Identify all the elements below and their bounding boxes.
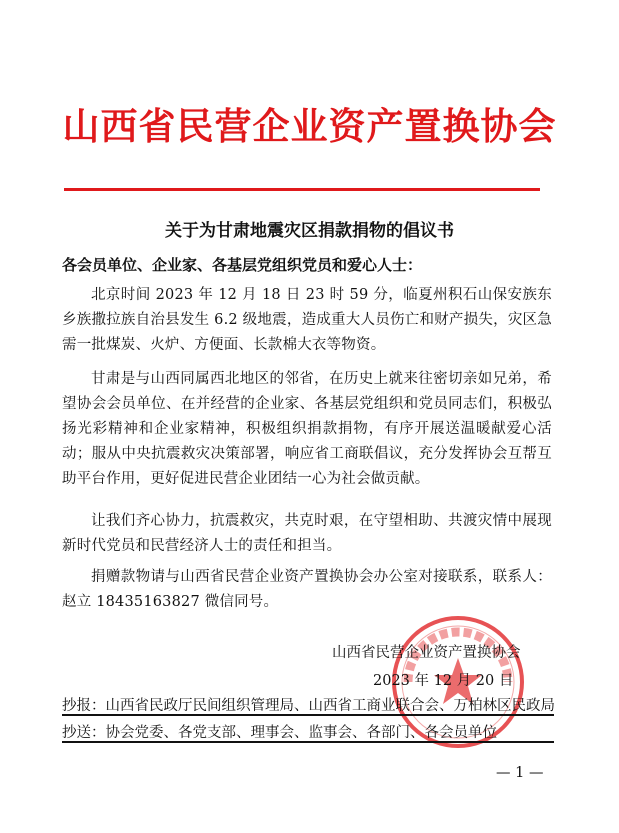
copy-to-line: 抄送：协会党委、各党支部、理事会、监事会、各部门、各会员单位 (62, 725, 497, 741)
divider-line (62, 714, 554, 716)
report-to-line: 抄报：山西省民政厅民间组织管理局、山西省工商业联合会、万柏林区民政局 (62, 698, 555, 714)
org-letterhead-title: 山西省民营企业资产置换协会 (62, 104, 557, 148)
salutation: 各会员单位、企业家、各基层党组织党员和爱心人士： (62, 256, 423, 274)
page-number: — 1 — (496, 765, 544, 781)
body-paragraph-4: 捐赠款物请与山西省民营企业资产置换协会办公室对接联系，联系人：赵立 18435163827 微信同号。 (62, 569, 552, 610)
body-paragraph-1: 北京时间 2023 年 12 月 18 日 23 时 59 分，临夏州积石山保安族东乡族撒拉族自治县发生 6.2 级地震，造成重大人员伤亡和财产损失，灾区急需一批煤炭、火炉、方便面、长款棉大衣等物资。 (62, 287, 552, 353)
letterhead-red-rule (64, 188, 540, 191)
body-paragraph-2: 甘肃是与山西同属西北地区的邻省，在历史上就来往密切亲如兄弟，希望协会会员单位、在并经营的企业家、各基层党组织和党员同志们，积极弘扬光彩精神和企业家精神，积极组织捐款捐物，有序开展送温暖献爱心活动；服从中央抗震救灾决策部署，响应省工商联倡议，充分发挥协会互帮互助平台作用，更好促进民营企业团结一心为社会做贡献。 (62, 371, 552, 487)
body-paragraph-3: 让我们齐心协力，抗震救灾，共克时艰，在守望相助、共渡灾情中展现新时代党员和民营经济人士的责任和担当。 (62, 513, 552, 554)
signature-organization: 山西省民营企业资产置换协会 (332, 645, 521, 661)
signature-date: 2023 年 12 月 20 日 (373, 673, 514, 689)
divider-line (62, 741, 554, 743)
document-title: 关于为甘肃地震灾区捐款捐物的倡议书 (165, 221, 454, 241)
